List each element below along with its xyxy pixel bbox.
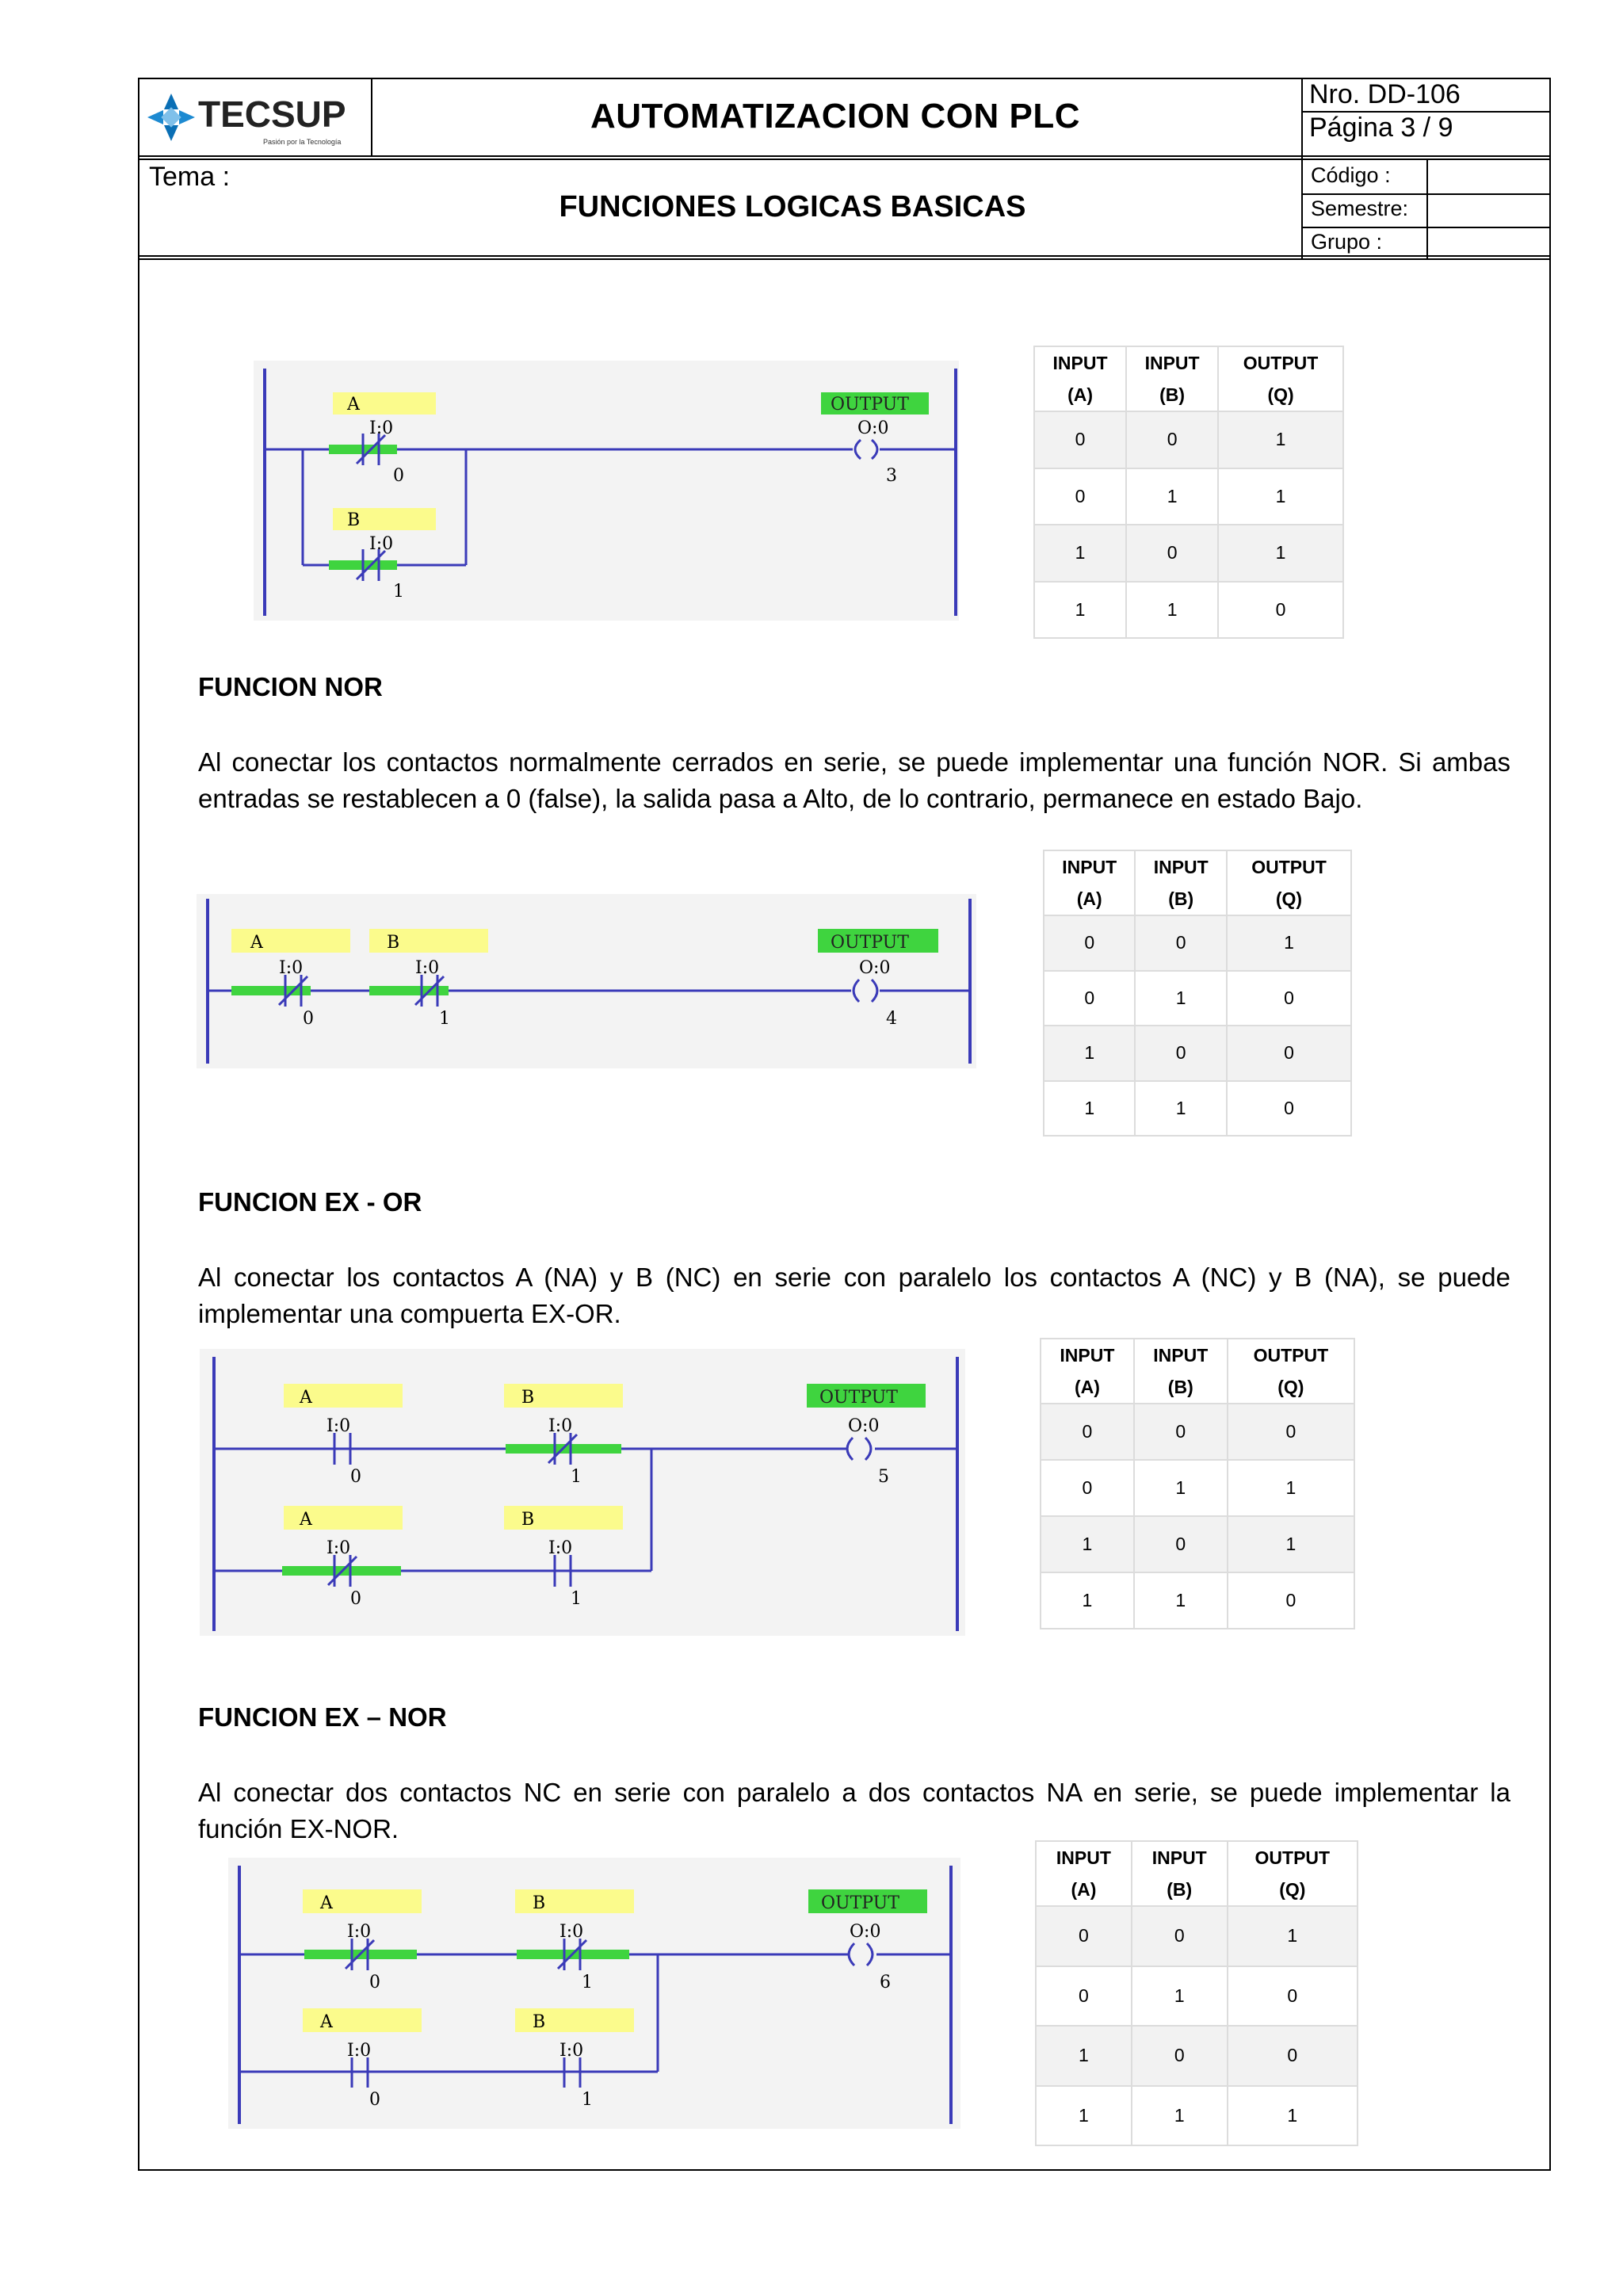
table-cell: 1 bbox=[1135, 971, 1226, 1026]
svg-text:B: B bbox=[521, 1510, 535, 1530]
svg-text:A: A bbox=[250, 933, 263, 953]
column-header: OUTPUT (Q) bbox=[1227, 850, 1351, 915]
table-row bbox=[1044, 971, 1351, 1026]
header-divider bbox=[138, 255, 1551, 257]
page-number: Página 3 / 9 bbox=[1309, 113, 1453, 143]
svg-text:OUTPUT: OUTPUT bbox=[821, 1893, 899, 1913]
table-row bbox=[1041, 1516, 1354, 1572]
paragraph-nor: Al conectar los contactos normalmente cerrados en serie, se puede implementar una función NOR. Si ambas entradas se restablecen a 0 (false), la salida pasa a Alto, de lo contrario, permanece en estado Bajo. bbox=[198, 747, 1510, 813]
table-row bbox=[1036, 2086, 1358, 2146]
svg-text:I:0: I:0 bbox=[347, 2041, 372, 2061]
table-cell: 1 bbox=[1126, 582, 1218, 639]
svg-text:OUTPUT: OUTPUT bbox=[831, 395, 909, 415]
tecsup-logo bbox=[144, 82, 371, 152]
table-cell: 0 bbox=[1227, 971, 1351, 1026]
grupo-label: Grupo : bbox=[1311, 230, 1383, 254]
table-cell: 0 bbox=[1228, 1966, 1358, 2027]
table-cell: 0 bbox=[1228, 2026, 1358, 2086]
paragraph-exor: Al conectar los contactos A (NA) y B (NC) en serie con paralelo los contactos A (NC) y B (NA), se puede implementar una compuerta EX-OR. bbox=[198, 1263, 1510, 1328]
table-cell: 1 bbox=[1227, 915, 1351, 971]
table-row bbox=[1036, 1966, 1358, 2027]
table-row bbox=[1034, 468, 1343, 525]
table-row bbox=[1044, 915, 1351, 971]
header-divider bbox=[138, 155, 1551, 157]
ladder-diagram-nand bbox=[254, 361, 959, 621]
table-cell: 1 bbox=[1036, 2086, 1132, 2146]
section-title-nor: FUNCION NOR bbox=[198, 672, 383, 701]
paragraph-exnor: Al conectar dos contactos NC en serie con paralelo a dos contactos NA en serie, se puede implementar la función EX-NOR. bbox=[198, 1778, 1510, 1843]
table-cell: 0 bbox=[1044, 971, 1135, 1026]
table-cell: 1 bbox=[1218, 468, 1343, 525]
table-cell: 1 bbox=[1134, 1572, 1228, 1629]
svg-text:0: 0 bbox=[369, 1973, 380, 1992]
table-cell: 0 bbox=[1041, 1460, 1134, 1516]
column-header: INPUT (A) bbox=[1036, 1841, 1132, 1906]
table-cell: 0 bbox=[1132, 1906, 1228, 1966]
svg-text:B: B bbox=[347, 510, 361, 530]
table-cell: 0 bbox=[1036, 1906, 1132, 1966]
table-row bbox=[1044, 1026, 1351, 1081]
table-cell: 1 bbox=[1218, 411, 1343, 468]
svg-text:B: B bbox=[387, 933, 400, 953]
svg-text:I:0: I:0 bbox=[559, 2041, 584, 2061]
table-cell: 1 bbox=[1036, 2026, 1132, 2086]
table-row bbox=[1036, 2026, 1358, 2086]
column-header: INPUT (B) bbox=[1134, 1339, 1228, 1404]
svg-text:I:0: I:0 bbox=[559, 1922, 584, 1942]
truth-table-nand bbox=[1033, 346, 1344, 639]
svg-text:4: 4 bbox=[886, 1009, 897, 1029]
column-header: INPUT (B) bbox=[1132, 1841, 1228, 1906]
table-cell: 0 bbox=[1135, 1026, 1226, 1081]
svg-text:A: A bbox=[300, 1388, 312, 1408]
svg-text:I:0: I:0 bbox=[548, 1538, 573, 1558]
svg-text:Pasión por la Tecnología: Pasión por la Tecnología bbox=[263, 138, 342, 146]
svg-text:B: B bbox=[533, 2012, 546, 2032]
svg-text:A: A bbox=[347, 395, 360, 415]
table-cell: 0 bbox=[1228, 1404, 1354, 1460]
ladder-diagram-nor bbox=[197, 894, 976, 1068]
table-cell: 1 bbox=[1041, 1572, 1134, 1629]
table-cell: 0 bbox=[1227, 1026, 1351, 1081]
svg-text:O:0: O:0 bbox=[857, 418, 889, 438]
table-cell: 1 bbox=[1041, 1516, 1134, 1572]
table-cell: 1 bbox=[1044, 1081, 1135, 1137]
svg-text:0: 0 bbox=[303, 1009, 314, 1029]
svg-text:0: 0 bbox=[350, 1589, 361, 1609]
table-cell: 1 bbox=[1034, 582, 1126, 639]
codigo-label: Código : bbox=[1311, 163, 1391, 187]
table-cell: 0 bbox=[1126, 525, 1218, 582]
svg-text:5: 5 bbox=[878, 1467, 889, 1487]
table-cell: 1 bbox=[1044, 1026, 1135, 1081]
table-cell: 0 bbox=[1227, 1081, 1351, 1137]
svg-text:1: 1 bbox=[439, 1009, 450, 1029]
table-cell: 1 bbox=[1228, 2086, 1358, 2146]
svg-text:I:0: I:0 bbox=[369, 418, 394, 438]
table-header-row bbox=[1041, 1339, 1354, 1404]
table-cell: 0 bbox=[1228, 1572, 1354, 1629]
svg-text:A: A bbox=[320, 1893, 333, 1913]
header-divider bbox=[138, 258, 1551, 260]
header-divider bbox=[1301, 78, 1303, 258]
column-header: OUTPUT (Q) bbox=[1228, 1339, 1354, 1404]
svg-text:O:0: O:0 bbox=[859, 958, 891, 978]
table-cell: 0 bbox=[1135, 915, 1226, 971]
truth-table-exor bbox=[1040, 1338, 1355, 1629]
svg-text:I:0: I:0 bbox=[279, 958, 304, 978]
table-cell: 1 bbox=[1218, 525, 1343, 582]
table-cell: 1 bbox=[1228, 1516, 1354, 1572]
table-row bbox=[1036, 1906, 1358, 1966]
header-divider bbox=[1301, 227, 1551, 228]
header-divider bbox=[1426, 159, 1428, 258]
svg-text:1: 1 bbox=[571, 1589, 582, 1609]
table-cell: 0 bbox=[1044, 915, 1135, 971]
svg-text:I:0: I:0 bbox=[415, 958, 440, 978]
svg-text:B: B bbox=[533, 1893, 546, 1913]
svg-text:0: 0 bbox=[369, 2090, 380, 2110]
svg-text:6: 6 bbox=[880, 1973, 891, 1992]
svg-text:I:0: I:0 bbox=[327, 1416, 351, 1436]
header-divider bbox=[138, 159, 1551, 160]
column-header: INPUT (B) bbox=[1126, 346, 1218, 411]
svg-text:1: 1 bbox=[582, 2090, 593, 2110]
table-cell: 0 bbox=[1041, 1404, 1134, 1460]
table-row bbox=[1034, 411, 1343, 468]
svg-text:OUTPUT: OUTPUT bbox=[819, 1388, 898, 1408]
svg-text:3: 3 bbox=[886, 466, 897, 486]
table-cell: 0 bbox=[1034, 411, 1126, 468]
table-cell: 1 bbox=[1228, 1906, 1358, 1966]
table-cell: 0 bbox=[1036, 1966, 1132, 2027]
truth-table-nor bbox=[1043, 850, 1352, 1137]
svg-text:B: B bbox=[521, 1388, 535, 1408]
svg-text:A: A bbox=[300, 1510, 312, 1530]
table-header-row bbox=[1036, 1841, 1358, 1906]
section-title-exor: FUNCION EX - OR bbox=[198, 1187, 422, 1217]
table-cell: 0 bbox=[1134, 1516, 1228, 1572]
svg-text:I:0: I:0 bbox=[327, 1538, 351, 1558]
table-header-row bbox=[1034, 346, 1343, 411]
table-row bbox=[1041, 1404, 1354, 1460]
column-header: OUTPUT (Q) bbox=[1228, 1841, 1358, 1906]
svg-text:O:0: O:0 bbox=[848, 1416, 880, 1436]
svg-text:A: A bbox=[320, 2012, 333, 2032]
table-cell: 0 bbox=[1218, 582, 1343, 639]
column-header: INPUT (A) bbox=[1041, 1339, 1134, 1404]
table-cell: 0 bbox=[1134, 1404, 1228, 1460]
svg-text:1: 1 bbox=[571, 1467, 582, 1487]
column-header: INPUT (B) bbox=[1135, 850, 1226, 915]
table-cell: 1 bbox=[1034, 525, 1126, 582]
ladder-diagram-exnor bbox=[228, 1858, 960, 2129]
section-title-exnor: FUNCION EX – NOR bbox=[198, 1702, 447, 1732]
table-cell: 1 bbox=[1126, 468, 1218, 525]
semestre-label: Semestre: bbox=[1311, 197, 1409, 220]
table-cell: 1 bbox=[1135, 1081, 1226, 1137]
ladder-diagram-exor bbox=[200, 1349, 965, 1636]
table-row bbox=[1034, 525, 1343, 582]
svg-text:1: 1 bbox=[582, 1973, 593, 1992]
table-row bbox=[1034, 582, 1343, 639]
table-cell: 0 bbox=[1126, 411, 1218, 468]
table-row bbox=[1041, 1572, 1354, 1629]
topic-title: FUNCIONES LOGICAS BASICAS bbox=[559, 190, 1026, 223]
svg-text:O:0: O:0 bbox=[850, 1922, 881, 1942]
document-title: AUTOMATIZACION CON PLC bbox=[590, 97, 1080, 136]
truth-table-exnor bbox=[1035, 1840, 1358, 2146]
tema-label: Tema : bbox=[149, 162, 231, 192]
svg-text:TECSUP: TECSUP bbox=[198, 94, 346, 135]
table-cell: 1 bbox=[1228, 1460, 1354, 1516]
column-header: OUTPUT (Q) bbox=[1218, 346, 1343, 411]
table-cell: 1 bbox=[1134, 1460, 1228, 1516]
table-row bbox=[1041, 1460, 1354, 1516]
column-header: INPUT (A) bbox=[1034, 346, 1126, 411]
header-divider bbox=[1301, 193, 1551, 195]
svg-text:0: 0 bbox=[393, 466, 404, 486]
svg-text:OUTPUT: OUTPUT bbox=[831, 933, 909, 953]
table-cell: 1 bbox=[1132, 1966, 1228, 2027]
svg-text:0: 0 bbox=[350, 1467, 361, 1487]
column-header: INPUT (A) bbox=[1044, 850, 1135, 915]
table-cell: 0 bbox=[1132, 2026, 1228, 2086]
svg-text:1: 1 bbox=[393, 582, 404, 602]
svg-text:I:0: I:0 bbox=[347, 1922, 372, 1942]
svg-text:I:0: I:0 bbox=[548, 1416, 573, 1436]
table-cell: 0 bbox=[1034, 468, 1126, 525]
table-cell: 1 bbox=[1132, 2086, 1228, 2146]
table-header-row bbox=[1044, 850, 1351, 915]
document-number: Nro. DD-106 bbox=[1309, 79, 1461, 109]
svg-text:I:0: I:0 bbox=[369, 534, 394, 554]
table-row bbox=[1044, 1081, 1351, 1137]
